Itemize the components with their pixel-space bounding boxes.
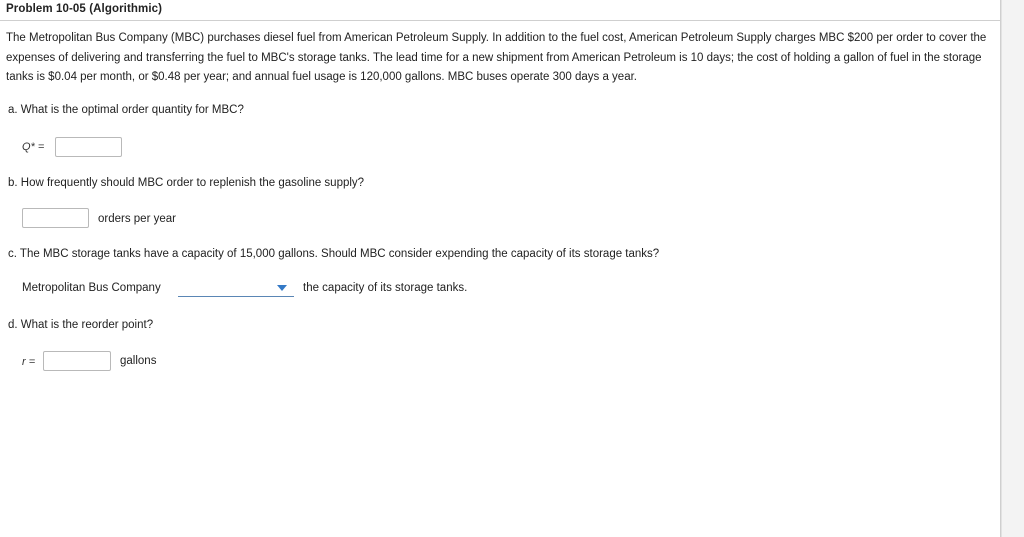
scrollbar-gutter[interactable] xyxy=(1001,0,1024,537)
problem-title: Problem 10-05 (Algorithmic) xyxy=(6,3,163,15)
reorder-point-input[interactable] xyxy=(43,351,111,371)
reorder-point-unit: gallons xyxy=(120,355,157,367)
question-d: d. What is the reorder point? xyxy=(8,319,154,331)
chevron-down-icon xyxy=(277,285,287,291)
q-star-input[interactable] xyxy=(55,137,122,157)
problem-header xyxy=(0,0,1000,21)
q-star-label: Q* = xyxy=(22,141,45,153)
orders-per-year-unit: orders per year xyxy=(98,213,176,225)
capacity-decision-dropdown[interactable] xyxy=(178,278,294,297)
question-a: a. What is the optimal order quantity for MBC? xyxy=(8,104,244,116)
answer-c-suffix: the capacity of its storage tanks. xyxy=(303,282,468,294)
answer-c-prefix: Metropolitan Bus Company xyxy=(22,282,161,294)
question-b: b. How frequently should MBC order to replenish the gasoline supply? xyxy=(8,177,365,189)
orders-per-year-input[interactable] xyxy=(22,208,89,228)
problem-statement: The Metropolitan Bus Company (MBC) purchases diesel fuel from American Petroleum Supply. In addition to the fuel cost, American Petroleum Supply charges MBC $200 per order to cover the expenses of delivering and transferring the fuel to MBC's storage tanks. The lead time for a new shipment from American Petroleum is 10 days; the cost of holding a gallon of fuel in the storage tanks is $0.04 per month, or $0.48 per year; and annual fuel usage is 120,000 gallons. MBC buses operate 300 days a year. xyxy=(6,32,987,83)
reorder-point-label: r = xyxy=(22,356,36,368)
question-c: c. The MBC storage tanks have a capacity of 15,000 gallons. Should MBC consider expending the capacity of its storage tanks? xyxy=(8,248,660,260)
